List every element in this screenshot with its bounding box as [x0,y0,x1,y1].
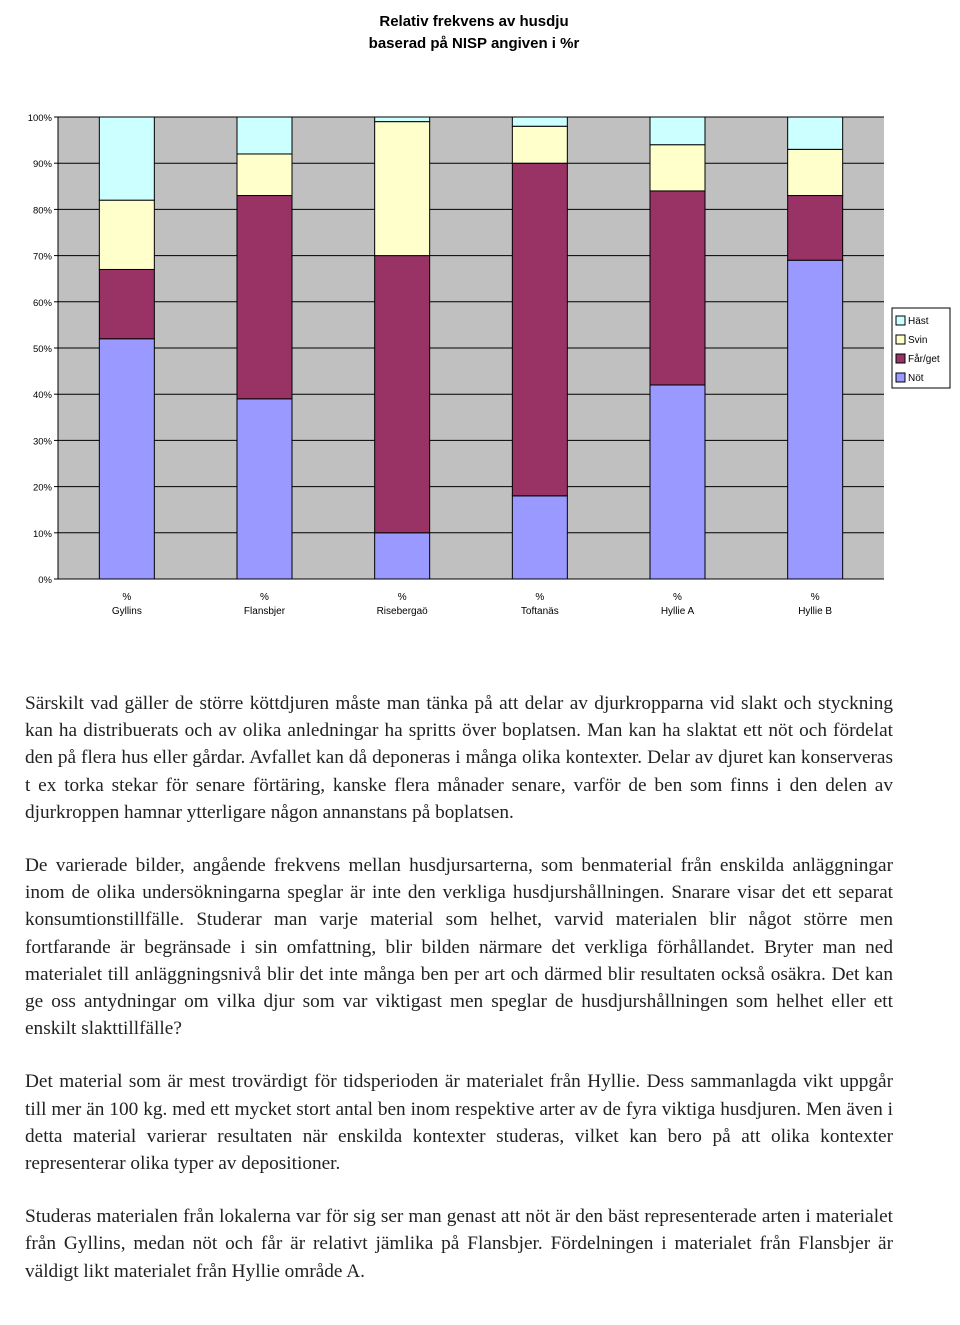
x-category-label-4-2: Toftanäs [520,606,559,617]
chart-area [0,0,960,640]
bar-segment-6-2 [788,196,843,261]
x-category-label-5-1: % [673,592,682,603]
bar-segment-5-3 [650,145,705,191]
body-text [25,690,893,1311]
y-tick-label-60: 60% [32,297,52,309]
legend-swatch-3 [896,354,905,363]
chart-title-line-2: baserad på NISP angiven i %r [368,35,580,52]
bar-segment-3-4 [375,117,430,122]
x-category-label-2-2: Flansbjer [243,606,286,617]
y-tick-label-20: 20% [32,482,52,494]
bar-segment-1-4 [99,117,154,200]
y-tick-label-90: 90% [32,159,52,171]
y-tick-label-70: 70% [32,251,52,263]
bar-segment-5-4 [650,117,705,145]
stacked-bar-chart [0,0,960,640]
paragraph-4: Studeras materialen från lokalerna var för sig ser man genast att nöt är den bäst representerade arten i materialet från Gyllins, medan nöt och får är relativt jämlika på Flansbjer. Fördelningen i materialet från Flansbjer är väldigt likt materialet från Hyllie område A. [25,1206,893,1282]
y-tick-label-10: 10% [32,528,52,540]
x-category-label-6-1: % [810,592,820,603]
bar-segment-1-3 [99,200,154,269]
bar-segment-5-1 [650,385,705,579]
bar-segment-6-1 [788,260,843,579]
paragraph-2: De varierade bilder, angående frekvens mellan husdjursarterna, som benmaterial från enskilda anläggningar inom de olika undersökningarna speglar är inte den verkliga husdjurshållningen. Snarare visar det ett separat konsumtionstillfälle. Studerar man varje material som helhet, varvid materialen blir något större men fortfarande är begränsade i sin omfattning, blir bilden närmare det verkliga förhållandet. Bryter man ned materialet till anläggningsnivå blir det inte många ben per art och därmed blir resultaten också osäkra. Det kan ge oss antydningar om vilka djur som var viktigast men speglar de husdjurshållningen som helhet eller ett enskilt slakttillfälle? [25,855,893,1040]
y-tick-label-100: 100% [27,113,52,124]
bar-segment-3-1 [375,533,430,579]
bar-segment-2-1 [237,399,292,579]
bar-segment-3-3 [375,122,430,256]
bar-segment-6-4 [788,117,843,149]
legend-swatch-1 [896,316,905,325]
legend-label-3: Får/get [908,354,940,365]
bar-segment-1-1 [99,339,154,579]
bar-segment-1-2 [99,269,154,338]
x-category-label-2-1: % [260,592,269,603]
x-category-label-1-2: Gyllins [111,606,142,617]
bar-segment-2-4 [237,117,292,154]
bar-segment-5-2 [650,191,705,385]
bar-segment-4-2 [512,163,567,496]
bar-segment-3-2 [375,256,430,533]
legend-swatch-4 [896,373,905,382]
y-tick-label-50: 50% [32,344,52,355]
x-category-label-6-2: Hyllie B [798,606,833,617]
bar-segment-2-2 [237,196,292,399]
legend-label-4: Nöt [908,373,924,384]
x-category-label-3-1: % [397,592,407,603]
legend-label-1: Häst [908,316,929,327]
bar-segment-6-3 [788,149,843,195]
y-tick-label-0: 0% [38,575,52,586]
bar-segment-2-3 [237,154,292,196]
y-tick-label-80: 80% [32,205,52,217]
paragraph-1: Särskilt vad gäller de större köttdjuren måste man tänka på att delar av djurkropparna vid slakt och styckning kan ha distribuerats och av olika anledningar ha spritts över boplatsen. Man kan ha slaktat ett nöt och fördelat den på flera hus eller gårdar. Avfallet kan då deponeras i många olika kontexter. Delar av djuret kan konserveras t ex torka stekar för senare förtäring, kanske flera månader senare, varför de ben som finns i den delen av djurkroppen hamnar ytterligare någon annanstans på boplatsen. [25,693,893,823]
y-tick-label-40: 40% [32,390,52,402]
x-category-label-3-2: Risebergaö [376,606,428,617]
chart-title-line-1: Relativ frekvens av husdju [379,13,569,30]
legend-label-2: Svin [908,335,928,346]
paragraph-3: Det material som är mest trovärdigt för tidsperioden är materialet från Hyllie. Dess sammanlagda vikt uppgår till mer än 100 kg. med ett mycket stort antal ben inom respektive arter av de fyra viktiga husdjuren. Men även i detta material varierar resultaten när enskilda kontexter studeras, vilket kan bero på att olika kontexter representerar olika typer av depositioner. [25,1071,893,1175]
legend-swatch-2 [896,335,905,344]
x-category-label-1-1: % [122,592,132,603]
bar-segment-4-3 [512,126,567,163]
bar-segment-4-4 [512,117,567,126]
x-category-label-4-1: % [535,592,545,603]
x-category-label-5-2: Hyllie A [660,606,695,617]
bar-segment-4-1 [512,496,567,579]
y-tick-label-30: 30% [32,436,52,448]
